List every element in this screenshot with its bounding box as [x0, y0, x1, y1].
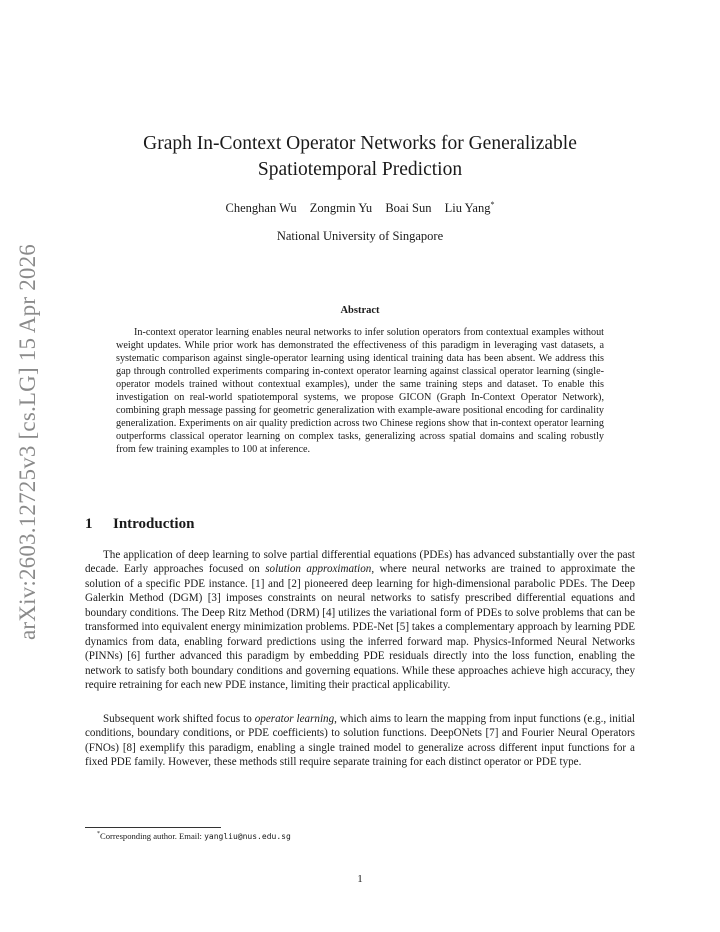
section-number: 1 — [85, 516, 93, 532]
body-paragraph — [85, 712, 635, 770]
corresponding-author-marker: * — [490, 200, 495, 209]
emphasized-term: operator learning — [254, 713, 335, 725]
abstract-heading: Abstract — [340, 305, 380, 316]
paragraph-text: The application of deep learning to solve partial differential equations (PDEs) has advanced substantially over the past decade. Early approaches focused on — [85, 549, 635, 576]
abstract-body: In-context operator learning enables neural networks to infer solution operators from contextual examples without weight updates. While prior work has demonstrated the effectiveness of this paradigm in leveraging vast datasets, a systematic comparison against single-operator learning using identical training data has been absent. We address this gap through controlled experiments comparing in-context operator learning against classical operator learning (single-operator models trained without contextual examples), under the same training steps and dataset. To enable this investigation on real-world spatiotemporal systems, we propose GICON (Graph In-Context Operator Network), combining graph message passing for geometric generalization with example-aware positional encoding for cardinality generalization. Experiments on air quality prediction across two Chinese regions show that in-context operator learning outperforms classical operator learning on complex tasks, generalizing across spatial domains and scaling robustly from few training examples to 100 at inference. — [116, 327, 604, 456]
paper-title — [90, 131, 630, 183]
author-name-text: Liu Yang — [444, 201, 491, 216]
affiliation: National University of Singapore — [276, 229, 444, 243]
author-name: Chenghan Wu — [225, 201, 297, 216]
author-list — [90, 200, 630, 216]
body-paragraph — [85, 548, 635, 693]
paragraph-text: Subsequent work shifted focus to — [103, 713, 255, 725]
section-heading — [85, 516, 194, 533]
footnote-divider — [85, 827, 221, 828]
emphasized-term: solution approximation — [265, 563, 372, 576]
title-line-2: Spatiotemporal Prediction — [257, 159, 463, 180]
author-name — [445, 201, 495, 215]
section-title: Introduction — [113, 516, 195, 532]
author-name: Boai Sun — [385, 201, 432, 216]
arxiv-identifier-stamp: arXiv:2603.12725v3 [cs.LG] 15 Apr 2026 — [15, 244, 40, 640]
footnote-text: Corresponding author. Email: — [100, 831, 205, 841]
footnote-marker: * — [97, 831, 100, 838]
footnote — [97, 831, 291, 841]
page-number: 1 — [357, 873, 363, 885]
paragraph-text: , where neural networks are trained to approximate the solution of a specific PDE instance. [1] and [2] pioneered deep learning for high-dimensional parabolic PDEs. The Deep Galerkin Method (DGM) [3] imposes constraints on neural networks to satisfy prescribed differential equations and boundary conditions. The Deep Ritz Method (DRM) [4] utilizes the variational form of PDEs to solve problems that can be transformed into equivalent energy minimization problems. PDE-Net [5] takes a complementary approach by learning PDE dynamics from data, enabling forward predictions using the inferred forward map. Physics-Informed Neural Networks (PINNs) [6] further advanced this paradigm by embedding PDE residuals directly into the loss function, enabling the network to satisfy both boundary conditions and governing equations. While these approaches achieve high accuracy, they require retraining for each new PDE instance, limiting their practical applicability. — [85, 563, 635, 692]
footnote-email: yangliu@nus.edu.sg — [204, 832, 291, 841]
paragraph-text: , which aims to learn the mapping from input functions (e.g., initial conditions, boundary conditions, or PDE coefficients) to solution functions. DeepONets [7] and Fourier Neural Operators (FNOs) [8] exemplify this paradigm, enabling a single trained model to generalize across different input functions for a fixed PDE family. However, these methods still require separate training for each distinct operator or PDE type. — [85, 713, 636, 769]
author-name: Zongmin Yu — [309, 201, 373, 216]
title-line-1: Graph In-Context Operator Networks for Generalizable — [143, 133, 577, 154]
